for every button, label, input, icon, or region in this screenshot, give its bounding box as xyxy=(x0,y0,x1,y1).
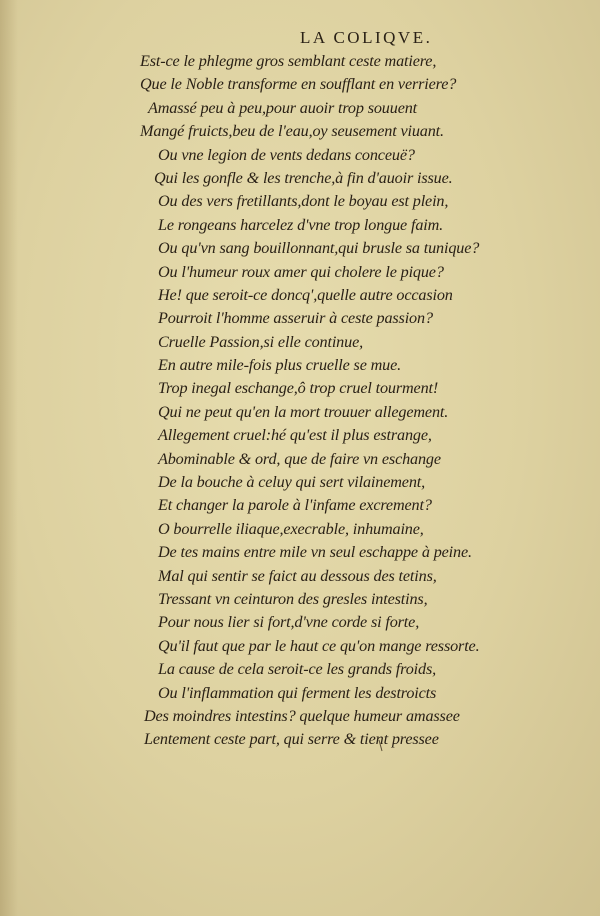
verse-line: En autre mile-fois plus cruelle se mue. xyxy=(158,356,402,375)
verse-line: He! que seroit-ce doncq',quelle autre occasion xyxy=(158,285,453,304)
verse-line: Ou des vers fretillants,dont le boyau est plein, xyxy=(158,192,449,211)
verse-line: Allegement cruel:hé qu'est il plus estrange, xyxy=(158,426,432,445)
verse-line: Cruelle Passion,si elle continue, xyxy=(158,332,364,351)
verse-line: Pour nous lier si fort,d'vne corde si forte, xyxy=(158,613,420,632)
verse-line: Abominable & ord, que de faire vn eschange xyxy=(158,449,441,468)
verse-line: Ou l'humeur roux amer qui cholere le pique? xyxy=(158,262,444,281)
verse-line: Qui ne peut qu'en la mort trouuer allegement. xyxy=(158,402,449,421)
verse-line: Tressant vn ceinturon des gresles intestins, xyxy=(158,589,428,608)
verse-line: Mangé fruicts,beu de l'eau,oy seusement viuant. xyxy=(140,122,444,141)
verse-line: Et changer la parole à l'infame excrement? xyxy=(158,496,432,515)
verse-line: Le rongeans harcelez d'vne trop longue faim. xyxy=(158,215,444,234)
verse-line: O bourrelle iliaque,execrable, inhumaine, xyxy=(158,519,424,538)
verse-line: Des moindres intestins? quelque humeur amassee xyxy=(144,706,460,725)
poem-text xyxy=(140,50,560,752)
verse-line: Ou l'inflammation qui ferment les destroicts xyxy=(158,683,437,702)
verse-line: Pourroit l'homme asseruir à ceste passion? xyxy=(158,309,433,328)
verse-line: Lentement ceste part, qui serre & tient pressee xyxy=(144,730,439,749)
verse-line: De la bouche à celuy qui sert vilainement, xyxy=(158,473,426,492)
verse-line: Ou qu'vn sang bouillonnant,qui brusle sa tunique? xyxy=(158,239,480,258)
catchword-mark xyxy=(376,738,386,754)
verse-line: De tes mains entre mile vn seul eschappe à peine. xyxy=(158,543,472,562)
verse-line: Ou vne legion de vents dedans conceuë? xyxy=(158,145,415,164)
verse-line: Mal qui sentir se faict au dessous des tetins, xyxy=(158,566,437,585)
verse-line: Amassé peu à peu,pour auoir trop souuent xyxy=(148,98,418,117)
page-edge-shadow xyxy=(0,0,18,916)
verse-line: Qui les gonfle & les trenche,à fin d'auoir issue. xyxy=(154,168,453,187)
running-head: LA COLIQVE. xyxy=(300,28,433,47)
verse-line: Qu'il faut que par le haut ce qu'on mange ressorte. xyxy=(158,636,480,655)
verse-line: Trop inegal eschange,ô trop cruel tourment! xyxy=(158,379,439,398)
tick-mark-icon xyxy=(376,738,386,754)
verse-line: La cause de cela seroit-ce les grands froids, xyxy=(158,660,436,679)
verse-line: Est-ce le phlegme gros semblant ceste matiere, xyxy=(140,52,437,70)
verse-line: Que le Noble transforme en soufflant en verriere? xyxy=(140,75,457,94)
